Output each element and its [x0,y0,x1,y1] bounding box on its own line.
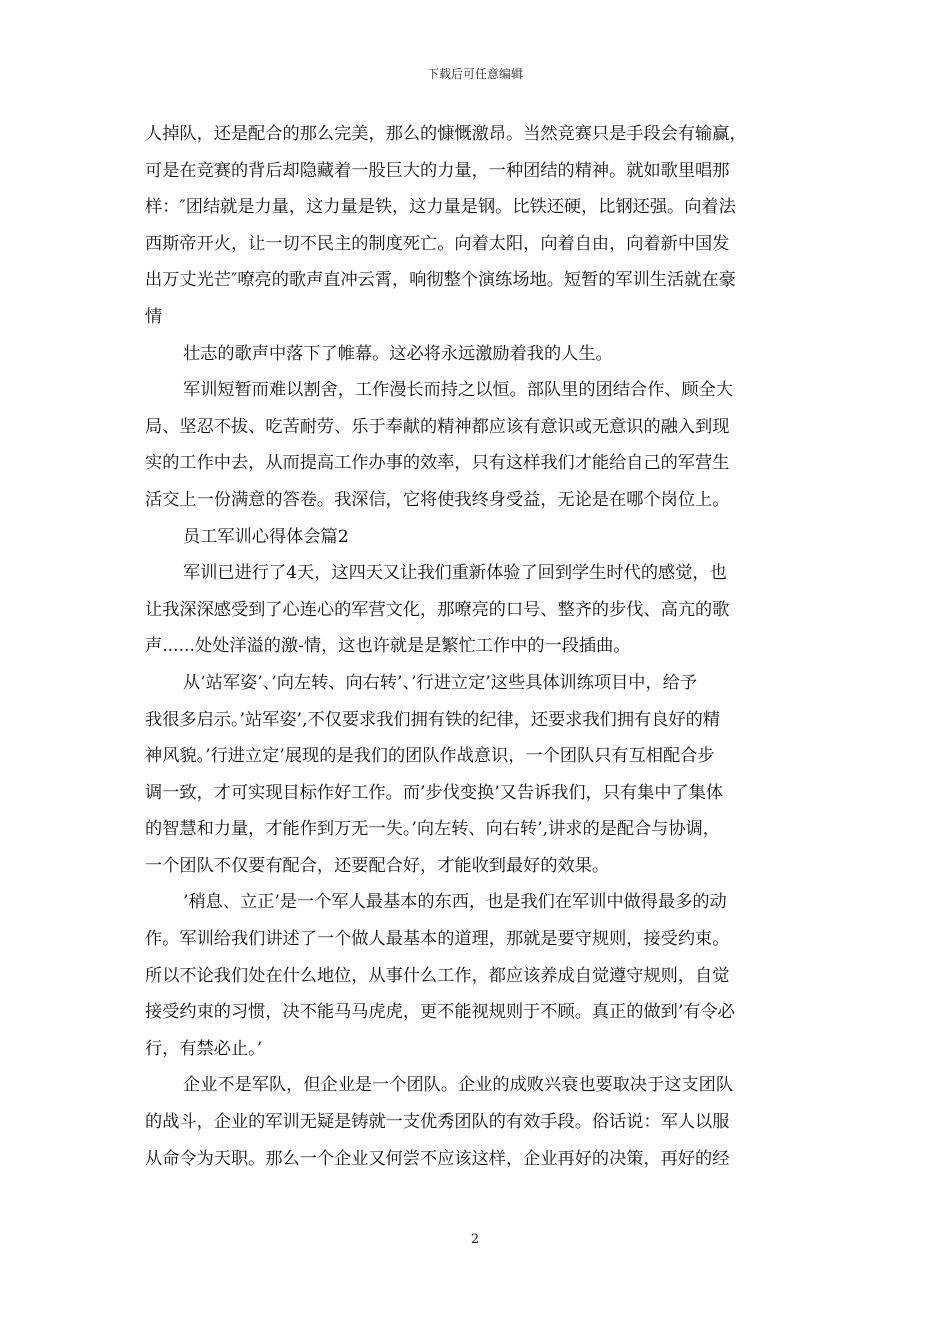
text-line: 调一致，才可实现目标作好工作。而’步伐变换’又告诉我们，只有集中了集体 [145,782,724,803]
text-line: 军训短暂而难以割舍，工作漫长而持之以恒。部队里的团结合作、顾全大 [183,380,734,401]
text-line: 从’站军姿’、’向左转、向右转’、’行进立定’这些具体训练项目中，给予 [183,672,698,693]
text-line: 企业不是军队，但企业是一个团队。企业的成败兴衰也要取决于这支团队 [183,1075,734,1096]
text-line: 让我深深感受到了心连心的军营文化，那嘹亮的口号、整齐的步伐、高亢的歌 [145,599,730,620]
text-line: 西斯帝开火，让一切不民主的制度死亡。向着太阳，向着自由，向着新中国发 [145,233,730,254]
text-line: 的智慧和力量，才能作到万无一失。’向左转、向右转’,讲求的是配合与协调， [145,819,720,840]
text-line: 局、坚忍不拔、吃苦耐劳、乐于奉献的精神都应该有意识或无意识的融入到现 [145,416,730,437]
text-line: 神风貌。’行进立定’展现的是我们的团队作战意识，一个团队只有互相配合步 [145,746,715,767]
text-line: 实的工作中去，从而提高工作办事的效率，只有这样我们才能给自己的军营生 [145,453,730,474]
text-line: 人掉队，还是配合的那么完美，那么的慷慨激昂。当然竞赛只是手段会有输赢， [145,124,747,144]
document-body [145,116,810,1177]
text-line: 可是在竞赛的背后却隐藏着一股巨大的力量，一种团结的精神。就如歌里唱那 [145,160,730,181]
page-number: 2 [470,1232,480,1247]
text-line: 出万丈光芒″嘹亮的歌声直冲云霄，响彻整个演练场地。短暂的军训生活就在豪 [145,270,736,291]
text-line: ’稍息、立正’是一个军人最基本的东西，也是我们在军训中做得最多的动 [183,892,727,913]
text-line: 所以不论我们处在什么地位，从事什么工作，都应该养成自觉遵守规则，自觉 [145,965,730,986]
text-line: 行，有禁必止。’ [145,1038,263,1059]
text-line: 我很多启示。’站军姿’,不仅要求我们拥有铁的纪律，还要求我们拥有良好的精 [145,709,720,730]
text-line: 接受约束的习惯，决不能马马虎虎，更不能视规则于不顾。真正的做到’有令必 [145,1002,735,1023]
text-line: 样：″团结就是力量，这力量是铁，这力量是钢。比铁还硬，比钢还强。向着法 [145,197,736,218]
text-line: 作。军训给我们讲述了一个做人最基本的道理，那就是要守规则，接受约束。 [145,929,730,950]
text-line: 的战斗，企业的军训无疑是铸就一支优秀团队的有效手段。俗话说：军人以服 [145,1112,730,1133]
text-line: 壮志的歌声中落下了帷幕。这必将永远激励着我的人生。 [183,343,613,364]
page-header: 下载后可任意编辑 [426,67,523,81]
text-line: 从命令为天职。那么一个企业又何尝不应该这样，企业再好的决策，再好的经 [145,1148,730,1169]
text-line: 一个团队不仅要有配合，还要配合好，才能收到最好的效果。 [145,855,610,876]
text-line: 活交上一份满意的答卷。我深信，它将使我终身受益，无论是在哪个岗位上。 [145,489,730,510]
text-line: 军训已进行了4天，这四天又让我们重新体验了回到学生时代的感觉，也 [183,563,727,584]
text-line: 声......处处洋溢的激-情，这也许就是是繁忙工作中的一段插曲。 [145,636,631,657]
section-heading: 员工军训心得体会篇2 [183,526,349,547]
text-line: 情 [145,306,163,327]
